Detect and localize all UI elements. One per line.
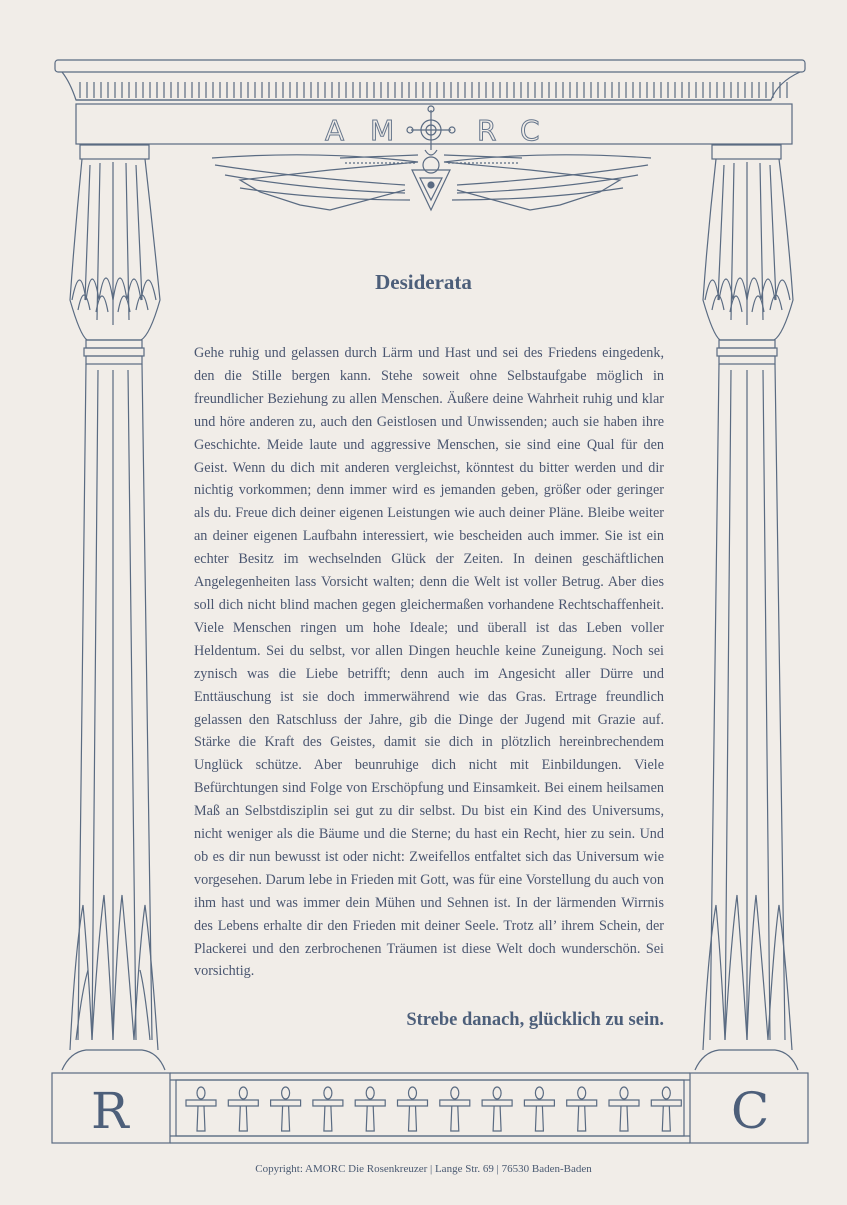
ankh-icon xyxy=(651,1087,681,1131)
banner-letter-a: A xyxy=(325,114,345,147)
ankh-icon xyxy=(482,1087,512,1131)
ankh-icon xyxy=(228,1087,258,1131)
banner-letter-c: C xyxy=(520,114,540,147)
base-letter-right: C xyxy=(731,1082,770,1140)
ankh-icon xyxy=(609,1087,639,1131)
base xyxy=(52,1073,808,1143)
ankh-icon xyxy=(313,1087,343,1131)
winged-sun-icon xyxy=(212,150,651,210)
ankh-row xyxy=(186,1087,681,1131)
ankh-icon xyxy=(567,1087,597,1131)
ankh-icon xyxy=(524,1087,554,1131)
banner-letter-m: M xyxy=(370,114,395,147)
body-text: Gehe ruhig und gelassen durch Lärm und Hast und sei des Friedens eingedenk, den die Stille bergen kann. Stehe soweit ohne Selbstaufgabe möglich in freundlicher Beziehung zu allen Menschen. Äußere deine Wahrheit ruhig und klar und höre anderen zu, auch den Geistlosen und Unwissenden; auch sie haben ihre Geschichte. Meide laute und aggressive Menschen, sie sind eine Qual für den Geist. Wenn du dich mit anderen vergleichst, könntest du bitter werden und dir nichtig vorkommen; denn immer wird es jemanden geben, größer oder geringer als du. Freue dich deiner eigenen Leistungen wie auch deiner Pläne. Bleibe weiter an deiner eigenen Laufbahn interessiert, wie bescheiden auch immer. Sie ist ein echter Besitz im wechselnden Glück der Zeiten. In deinen geschäftlichen Angelegenheiten lass Vorsicht walten; denn die Welt ist voller Betrug. Aber dies soll dich nicht blind machen gegen gleichermaßen vorhandene Rechtschaffenheit. Viele Menschen ringen um hohe Ideale; und überall ist das Leben voller Heldentum. Sei du selbst, vor allen Dingen heuchle keine Zuneigung. Noch sei zynisch was die Liebe betrifft; denn auch im Angesicht aller Dürre und Enttäuschung ist sie doch immerwährend wie das Gras. Ertrage freundlich gelassen den Ratschluss der Jahre, gib die Dinge der Jugend mit Grazie auf. Stärke die Kraft des Geistes, damit sie dich in plötzlich hereinbrechendem Unglück schütze. Aber beunruhige dich nicht mit Einbildungen. Viele Befürchtungen sind Folge von Erschöpfung und Einsamkeit. Bei einem heilsamen Maß an Selbstdisziplin sei gut zu dir selbst. Du bist ein Kind des Universums, nicht weniger als die Bäume und die Sterne; du hast ein Recht, hier zu sein. Und ob es dir nun bewusst ist oder nicht: Zweifellos entfaltet sich das Universum wie vorgesehen. Darum lebe in Frieden mit Gott, was für eine Vorstellung du auch von ihm hast und was immer dein Mühen und Sehnen ist. In der lärmenden Wirrnis des Lebens erhalte dir den Frieden mit deiner Seele. Trotz all’ ihrem Schein, der Plackerei und den zerbrochenen Träumen ist diese Welt doch wunderschön. Sei vorsichtig. xyxy=(194,345,664,980)
ankh-icon xyxy=(186,1087,216,1131)
cornice-dentils xyxy=(80,82,787,98)
ankh-icon xyxy=(398,1087,428,1131)
base-letter-left: R xyxy=(91,1082,129,1140)
document-title: Desiderata xyxy=(375,270,472,294)
ankh-icon xyxy=(271,1087,301,1131)
ankh-icon xyxy=(355,1087,385,1131)
banner-letter-r: R xyxy=(477,114,497,147)
ankh-icon xyxy=(440,1087,470,1131)
closing-line: Strebe danach, glücklich zu sein. xyxy=(406,1010,664,1030)
cornice xyxy=(55,60,805,144)
rosy-cross-icon xyxy=(407,106,455,150)
footer-copyright: Copyright: AMORC Die Rosenkreuzer | Lange Str. 69 | 76530 Baden-Baden xyxy=(255,1163,592,1175)
